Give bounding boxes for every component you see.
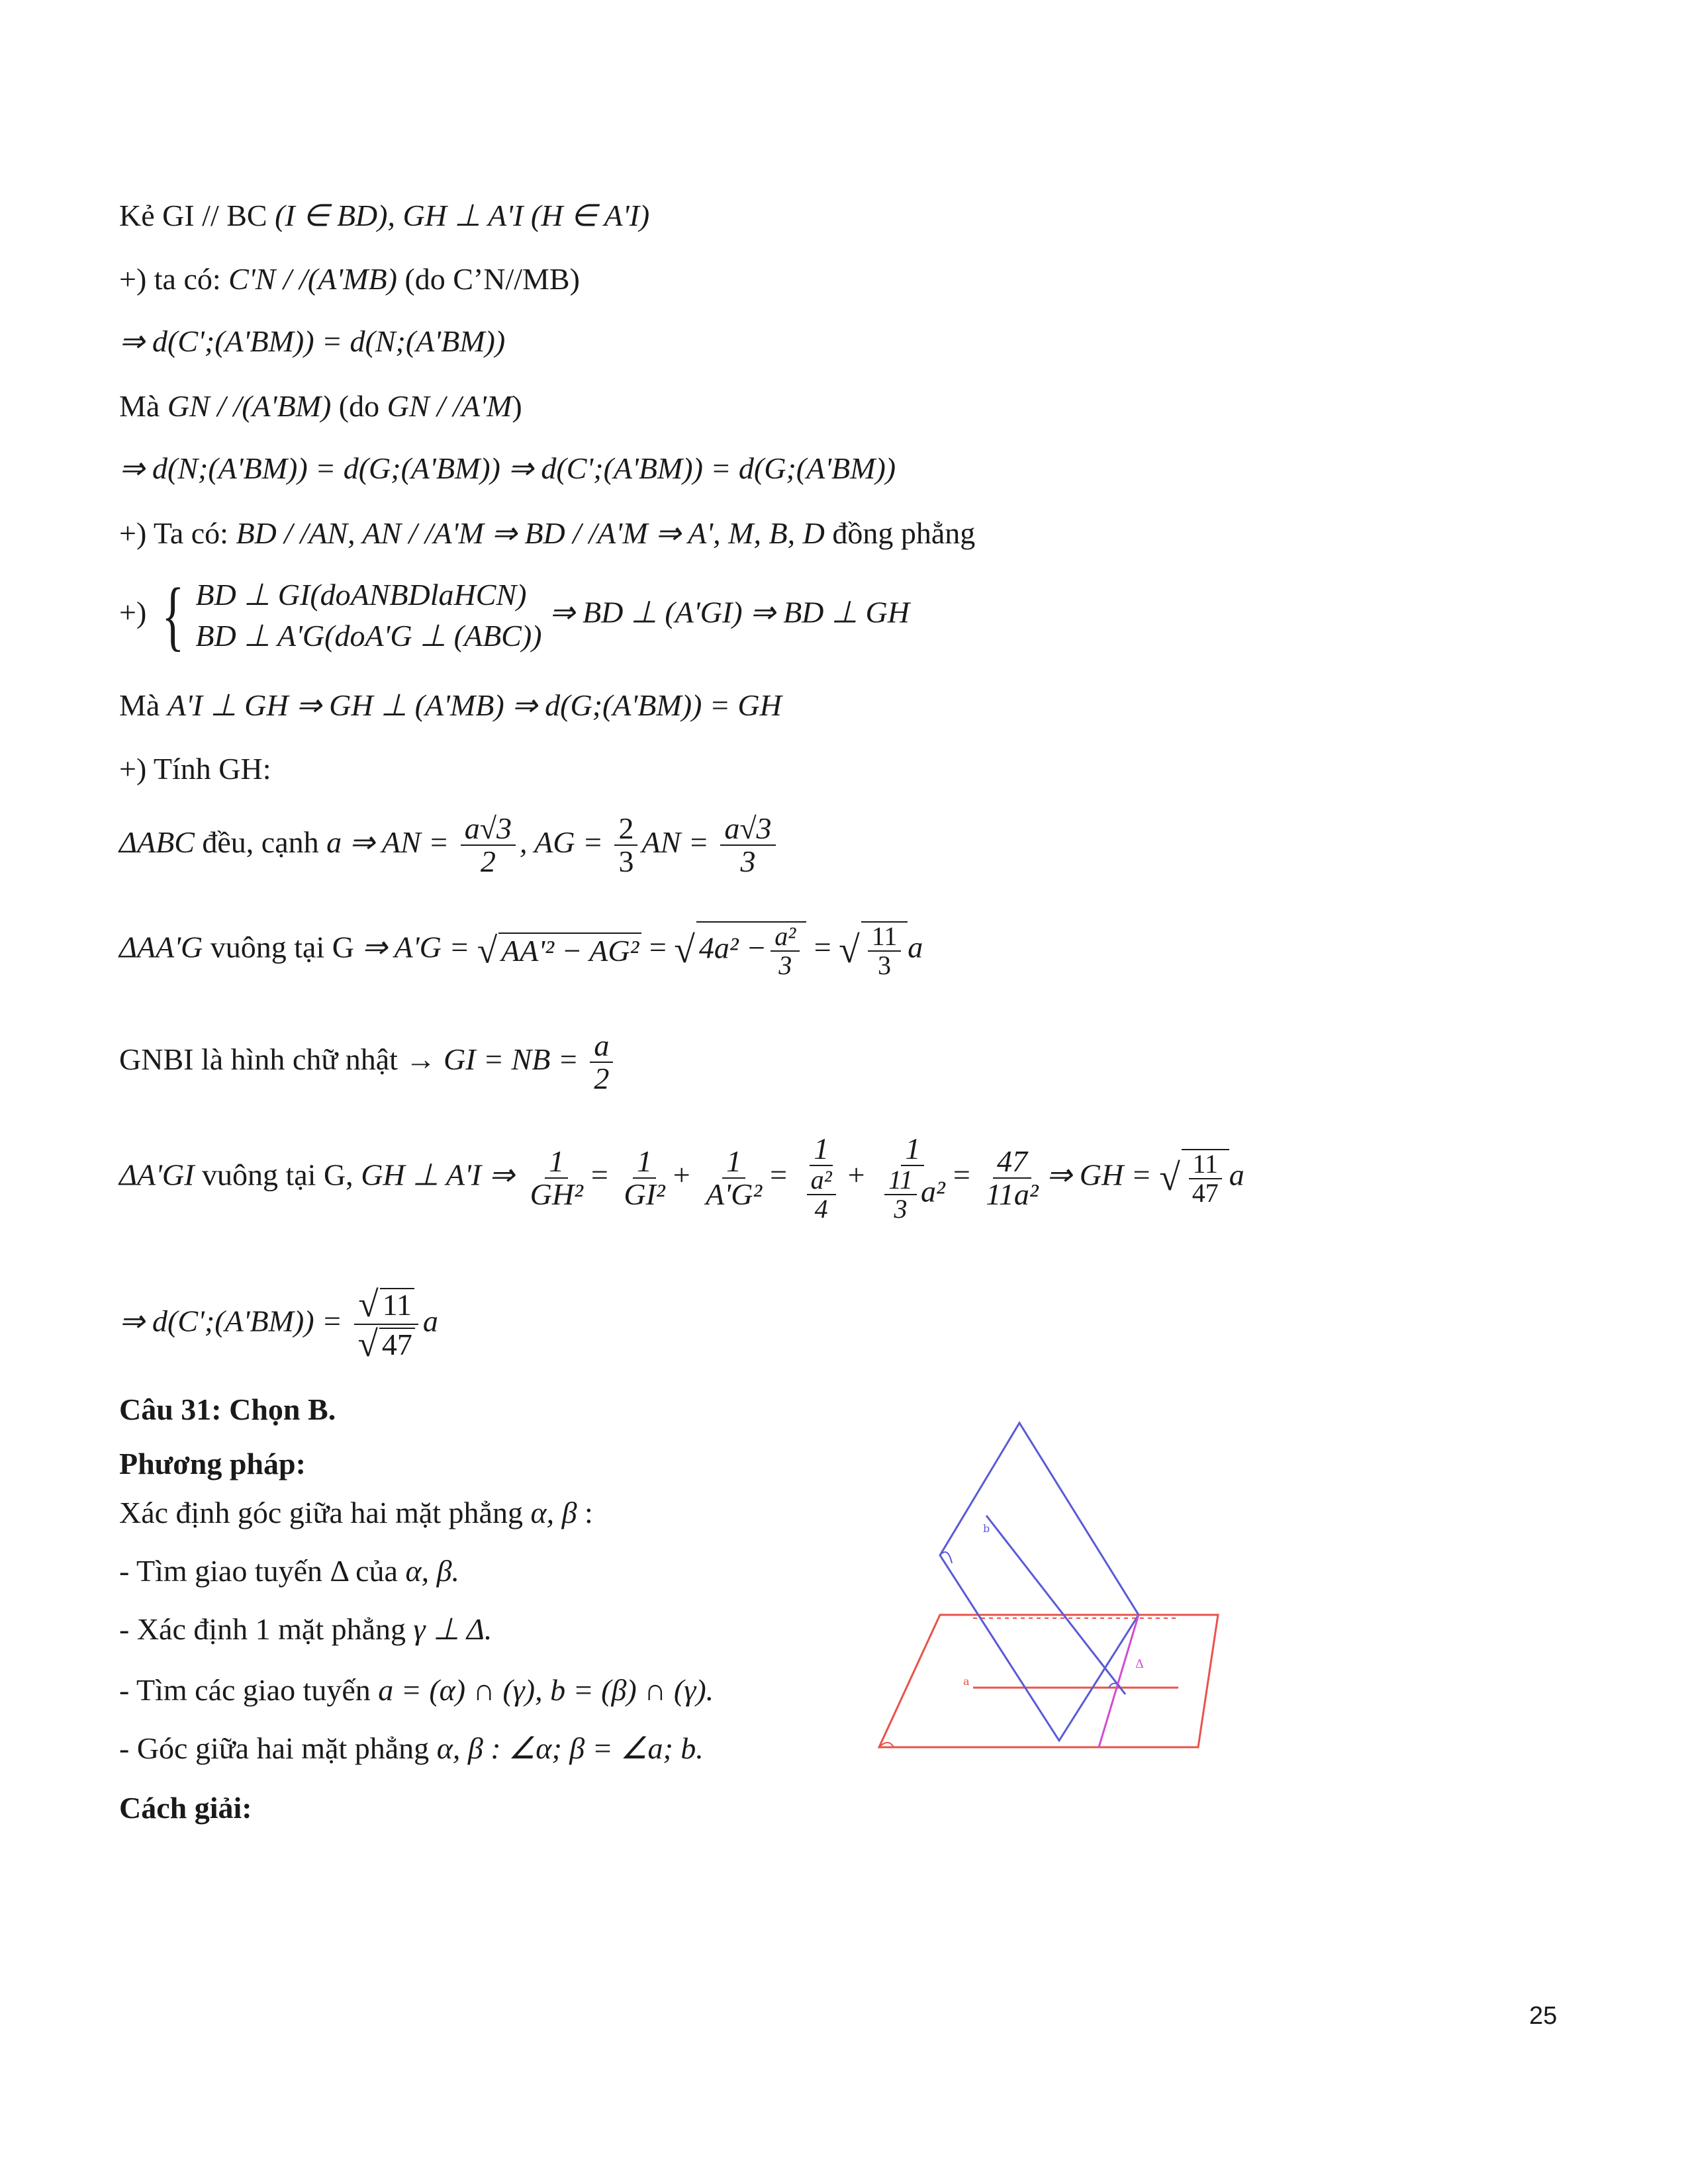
math: (I ∈ BD), GH ⊥ A'I (H ∈ A'I): [275, 199, 650, 232]
text: Phương pháp:: [119, 1447, 306, 1480]
page-number: 25: [1529, 2002, 1558, 2030]
line-19: [119, 1612, 492, 1647]
line-13: ΔA'GI vuông tại G, GH ⊥ A'I ⇒ $\frac{1}{\text{GH²}}$ = $\frac{1}{\text{GI²}}$ + $\frac{1}{\text{A'G²}}$ = $\frac{1}{\frac{\text{a²}}{4}}$ + 1 $\frac{11}{3}$ a² = $\frac{47}{\text{11a²}}$ ⇒ GH = √ $\frac{11}{47}$ a: [119, 1132, 1244, 1224]
line-18: [119, 1554, 459, 1589]
line-17: [119, 1496, 593, 1531]
line-b: [986, 1516, 1125, 1694]
math: ΔA'GI: [119, 1158, 195, 1192]
math: α, β: [530, 1496, 577, 1529]
math: ΔAA'G: [119, 930, 203, 964]
fraction: $\frac{a√3}{2}$: [461, 813, 516, 878]
text: - Tìm giao tuyến: [119, 1554, 330, 1588]
system-row: BD ⊥ A'G(doA'G ⊥ (ABC)): [195, 619, 542, 653]
text: +) ta có:: [119, 262, 229, 296]
text: (do C’N//MB): [397, 262, 580, 296]
math: GN / /A'M: [387, 389, 512, 423]
line-14: [119, 1285, 438, 1363]
delta-label: Δ: [1135, 1657, 1144, 1671]
text: đồng phẳng: [824, 516, 976, 550]
math: a: [422, 1304, 438, 1338]
plane-beta: [879, 1615, 1218, 1747]
text: Kẻ GI // BC: [119, 199, 275, 232]
text: +): [119, 595, 154, 629]
fraction: 1 $\frac{11}{3}$ a²: [876, 1133, 949, 1223]
text: - Góc giữa hai mặt phẳng: [119, 1731, 437, 1765]
equals: =: [814, 930, 831, 964]
line-1: [119, 199, 649, 234]
plane-alpha: [940, 1423, 1139, 1741]
equation-system: [154, 574, 542, 657]
fraction: $\frac{1}{\frac{\text{a²}}{4}}$: [799, 1133, 844, 1223]
line-5: [119, 451, 896, 486]
line-8: [119, 688, 782, 723]
sqrt-symbol: √: [674, 929, 695, 971]
math: ⇒ GH =: [1046, 1158, 1152, 1192]
math: a: [908, 930, 923, 964]
sqrt-symbol: √: [839, 929, 860, 971]
line-6: [119, 516, 975, 551]
sqrt-symbol: √: [1159, 1157, 1180, 1199]
math: BD / /AN, AN / /A'M ⇒ BD / /A'M ⇒ A', M, B, D: [236, 516, 825, 550]
text: +) Ta có:: [119, 516, 236, 550]
brace: {: [162, 572, 185, 659]
math: C'N / /(A'MB): [228, 262, 397, 296]
fraction: $\frac{√ 11}{√ 47}$: [354, 1285, 419, 1363]
text: Câu 31: Chọn B.: [119, 1392, 336, 1426]
fraction: $\frac{1}{\text{A'G²}}$: [706, 1144, 763, 1212]
text: ): [512, 389, 522, 423]
text: :: [577, 1496, 593, 1529]
text: (do: [331, 389, 387, 423]
line-4: [119, 389, 522, 424]
fraction: $\frac{1}{\text{GH²}}$: [530, 1144, 583, 1212]
math: A'I ⊥ GH ⇒ GH ⊥ (A'MB) ⇒ d(G;(A'BM)) = GH: [167, 688, 782, 722]
math: , AG =: [519, 825, 603, 859]
fraction: $\frac{1}{\text{GI²}}$: [624, 1144, 665, 1212]
method-heading: [119, 1447, 306, 1482]
math: AN =: [641, 825, 709, 859]
line-11: [119, 921, 923, 979]
math: ⇒ d(N;(A'BM)) = d(G;(A'BM)) ⇒ d(C';(A'BM)) = d(G;(A'BM)): [119, 451, 896, 485]
math: α, β : ∠α; β = ∠a; b.: [436, 1731, 704, 1765]
fraction: $\frac{a}{2}$: [590, 1030, 613, 1095]
line-9: [119, 752, 271, 787]
text: của: [348, 1554, 406, 1588]
radicand: $\frac{11}{47}$: [1182, 1149, 1229, 1207]
math: GN / /(A'BM): [167, 389, 332, 423]
b-label: b: [983, 1522, 990, 1535]
math: a ⇒ AN =: [326, 825, 449, 859]
line-10: [119, 813, 780, 878]
math: Δ: [330, 1554, 348, 1588]
text: +) Tính GH:: [119, 752, 271, 786]
text: Cách giải:: [119, 1791, 252, 1825]
math: a = (α) ∩ (γ), b = (β) ∩ (γ).: [378, 1673, 714, 1707]
text: đều, cạnh: [194, 825, 327, 859]
math: γ ⊥ Δ.: [413, 1612, 492, 1646]
math: ⇒ A'G =: [361, 930, 470, 964]
fraction: $\frac{2}{3}$: [614, 813, 637, 878]
line-12: [119, 1030, 617, 1095]
solution-heading: [119, 1791, 252, 1826]
math: GH ⊥ A'I ⇒: [361, 1158, 515, 1192]
text: vuông tại G: [203, 930, 362, 964]
sqrt-symbol: √: [477, 930, 498, 971]
text: - Xác định 1 mặt phẳng: [119, 1612, 414, 1646]
math: α, β.: [405, 1554, 459, 1588]
math: a: [1229, 1158, 1244, 1192]
math: ΔABC: [119, 825, 195, 859]
line-2: [119, 262, 580, 297]
text: Mà: [119, 688, 167, 722]
fraction: $\frac{47}{\text{11a²}}$: [986, 1144, 1039, 1212]
text: GNBI là hình chữ nhật: [119, 1042, 406, 1076]
math: → GI = NB =: [405, 1042, 579, 1076]
radicand: 4a² − $\frac{\text{a²}}{3}$: [696, 921, 806, 979]
text: Xác định góc giữa hai mặt phẳng: [119, 1496, 531, 1529]
text: - Tìm các giao tuyến: [119, 1673, 379, 1707]
text: Mà: [119, 389, 167, 423]
math: ⇒ d(C';(A'BM)) = d(N;(A'BM)): [119, 324, 506, 358]
math: ⇒ BD ⊥ (A'GI) ⇒ BD ⊥ GH: [549, 595, 910, 629]
line-21: [119, 1731, 704, 1766]
planes-figure: [874, 1416, 1238, 1774]
radicand: $\frac{11}{3}$: [861, 921, 908, 979]
fraction: $\frac{a√3}{3}$: [720, 813, 775, 878]
a-label: a: [963, 1675, 970, 1688]
radicand: AA'² − AG²: [498, 933, 641, 969]
text: vuông tại G,: [194, 1158, 361, 1192]
question-heading: [119, 1392, 336, 1428]
line-3: [119, 324, 505, 359]
equals: =: [649, 930, 667, 964]
line-7: [119, 574, 910, 657]
math: ⇒ d(C';(A'BM)) =: [119, 1304, 343, 1338]
intersection-delta: [1099, 1615, 1139, 1747]
system-row: BD ⊥ GI(doANBDlaHCN): [195, 578, 527, 612]
line-20: [119, 1673, 714, 1708]
